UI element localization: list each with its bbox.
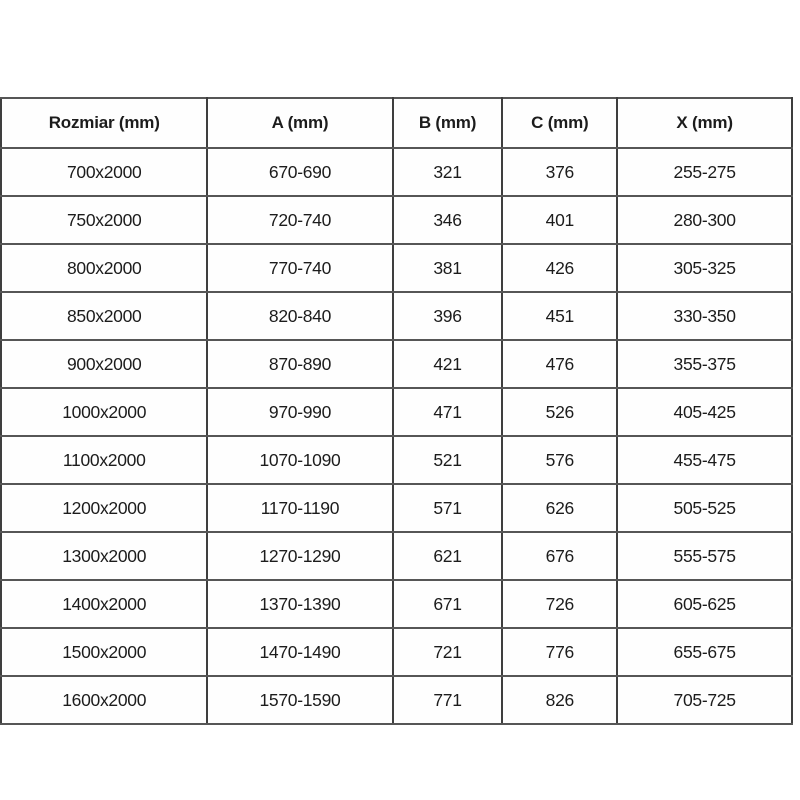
- cell-a: 1470-1490: [207, 628, 392, 676]
- cell-x: 305-325: [617, 244, 792, 292]
- cell-c: 676: [502, 532, 617, 580]
- cell-x: 505-525: [617, 484, 792, 532]
- cell-rozmiar: 800x2000: [1, 244, 207, 292]
- cell-a: 1370-1390: [207, 580, 392, 628]
- table-row: [1, 388, 792, 436]
- cell-a: 970-990: [207, 388, 392, 436]
- cell-x: 455-475: [617, 436, 792, 484]
- cell-c: 526: [502, 388, 617, 436]
- cell-a: 1570-1590: [207, 676, 392, 724]
- cell-rozmiar: 1000x2000: [1, 388, 207, 436]
- cell-rozmiar: 900x2000: [1, 340, 207, 388]
- table-row: [1, 484, 792, 532]
- table-row: [1, 340, 792, 388]
- cell-rozmiar: 850x2000: [1, 292, 207, 340]
- cell-x: 280-300: [617, 196, 792, 244]
- cell-b: 471: [393, 388, 503, 436]
- cell-c: 476: [502, 340, 617, 388]
- table-row: [1, 292, 792, 340]
- cell-b: 321: [393, 148, 503, 196]
- cell-a: 820-840: [207, 292, 392, 340]
- cell-rozmiar: 1200x2000: [1, 484, 207, 532]
- cell-rozmiar: 1600x2000: [1, 676, 207, 724]
- cell-x: 555-575: [617, 532, 792, 580]
- cell-c: 376: [502, 148, 617, 196]
- table-row: [1, 436, 792, 484]
- cell-rozmiar: 1500x2000: [1, 628, 207, 676]
- table-row: [1, 532, 792, 580]
- column-header-rozmiar: Rozmiar (mm): [1, 98, 207, 148]
- cell-x: 255-275: [617, 148, 792, 196]
- cell-b: 721: [393, 628, 503, 676]
- column-header-a: A (mm): [207, 98, 392, 148]
- cell-c: 426: [502, 244, 617, 292]
- cell-rozmiar: 700x2000: [1, 148, 207, 196]
- column-header-c: C (mm): [502, 98, 617, 148]
- table-row: [1, 244, 792, 292]
- cell-b: 396: [393, 292, 503, 340]
- table-row: [1, 628, 792, 676]
- cell-b: 671: [393, 580, 503, 628]
- cell-c: 401: [502, 196, 617, 244]
- cell-x: 355-375: [617, 340, 792, 388]
- cell-x: 405-425: [617, 388, 792, 436]
- cell-b: 521: [393, 436, 503, 484]
- cell-b: 346: [393, 196, 503, 244]
- cell-rozmiar: 1400x2000: [1, 580, 207, 628]
- cell-b: 381: [393, 244, 503, 292]
- size-specification-table: [0, 97, 793, 725]
- column-header-x: X (mm): [617, 98, 792, 148]
- cell-x: 655-675: [617, 628, 792, 676]
- cell-c: 451: [502, 292, 617, 340]
- cell-x: 705-725: [617, 676, 792, 724]
- cell-b: 771: [393, 676, 503, 724]
- table-row: [1, 580, 792, 628]
- cell-c: 726: [502, 580, 617, 628]
- cell-c: 826: [502, 676, 617, 724]
- cell-x: 605-625: [617, 580, 792, 628]
- cell-rozmiar: 1300x2000: [1, 532, 207, 580]
- table-row: [1, 148, 792, 196]
- cell-a: 720-740: [207, 196, 392, 244]
- column-header-b: B (mm): [393, 98, 503, 148]
- cell-b: 421: [393, 340, 503, 388]
- table-row: [1, 676, 792, 724]
- cell-a: 1070-1090: [207, 436, 392, 484]
- cell-a: 870-890: [207, 340, 392, 388]
- table-row: [1, 196, 792, 244]
- cell-c: 626: [502, 484, 617, 532]
- cell-a: 1270-1290: [207, 532, 392, 580]
- cell-b: 621: [393, 532, 503, 580]
- cell-a: 670-690: [207, 148, 392, 196]
- cell-a: 1170-1190: [207, 484, 392, 532]
- cell-c: 776: [502, 628, 617, 676]
- header-row: [1, 98, 792, 148]
- cell-x: 330-350: [617, 292, 792, 340]
- cell-b: 571: [393, 484, 503, 532]
- cell-rozmiar: 750x2000: [1, 196, 207, 244]
- cell-c: 576: [502, 436, 617, 484]
- cell-a: 770-740: [207, 244, 392, 292]
- cell-rozmiar: 1100x2000: [1, 436, 207, 484]
